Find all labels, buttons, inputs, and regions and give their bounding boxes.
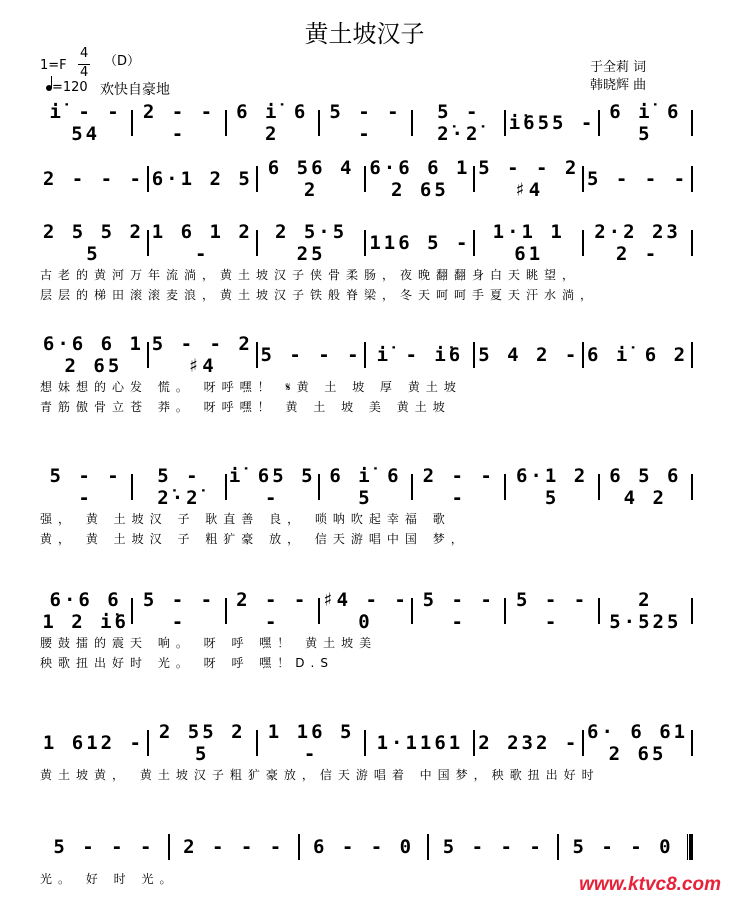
bar-line [687,834,693,860]
measure: 5 - - - [422,589,495,633]
measure: 2 5·525 [609,589,682,633]
measure: 5 - - - [442,836,544,858]
measure: 6 i̇ 6 5 [329,465,402,509]
measure: 5 - - - [587,168,689,190]
measure: 6 i̇ 6 2 [236,101,309,145]
expression-marking: 欢快自豪地 [100,82,170,98]
measure: 5 - - - [260,344,362,366]
measure: 6·6 6 1 2 65 [42,333,144,377]
lyric-line: 强， 黄 土坡汉 子 耿直善 良， 唢呐吹起幸福 歌 [40,512,451,526]
staff-row [40,721,693,765]
measure: 2 232 - [478,732,580,754]
measure: i̇ 65 5 - [228,465,316,509]
measure: 5 - - 2 ♯4 [151,333,253,377]
lyric-line: 光。 好 时 光。 [40,872,178,886]
time-signature-top: 4 [80,46,89,61]
measure: 2 - - - [42,168,144,190]
bar-line [691,110,693,136]
measure: 6·6 6 1 2 i̇6 [42,589,129,633]
staff-row [40,834,693,860]
measure: 116 5 - [369,232,471,254]
measure: 6· 6 61 2 65 [587,721,689,765]
mode-label: （D） [104,54,141,69]
lyricist-credit: 于全莉 词 [590,60,647,75]
bar-line [691,474,693,500]
measure: 6·6 6 1 2 65 [369,157,471,201]
bar-line [691,342,693,368]
measure: 5 - - 0 [572,836,674,858]
measure: 5 - 2̇·2̇ [437,101,481,145]
measure: 5 - - - [515,589,589,633]
measure: 5 - - - [49,465,122,509]
lyric-line: 想妹想的心发 慌。 呀呼嘿！ 𝄋黄 土 坡 厚 黄土坡 [40,380,462,394]
measure: 1·1 1 61 [492,221,565,265]
measure: 2·2 23 2 - [594,221,681,265]
measure: 6·1 2 5 [151,168,253,190]
bar-line [691,230,693,256]
staff-row [40,465,693,509]
time-signature-bottom: 4 [80,65,89,80]
measure: 2 - - - [422,465,495,509]
measure: 2 5 5 2 5 [42,221,144,265]
quarter-note-icon [46,85,52,91]
measure: 5 - - - [142,589,216,633]
measure: 6 i̇ 6 5 [609,101,682,145]
measure: 2 - - - [236,589,309,633]
measure: 1·1161 [376,732,464,754]
measure: 2 5·5 25 [274,221,348,265]
measure: 6 5 6 4 2 [609,465,682,509]
staff-row [40,333,693,377]
bar-line [691,598,693,624]
measure: i̇ - i̇6 [376,344,464,366]
measure: 5 - - - [53,836,155,858]
lyric-line: 青筋傲骨立苍 莽。 呀呼嘿！ 黄 土 坡 美 黄土坡 [40,400,451,414]
staff-row [40,157,693,201]
measure: 5 4 2 - [478,344,580,366]
measure: 5 - 2̇·2̇ [157,465,201,509]
bar-line [691,166,693,192]
measure: ♯4 - - 0 [322,589,409,633]
measure: 2 - - - [142,101,216,145]
measure: 2 55 2 5 [158,721,246,765]
staff-row [40,221,693,265]
measure: i̇ - - 54 [49,101,122,145]
measure: 5 - - 2 ♯4 [478,157,580,201]
measure: 6·1 2 5 [515,465,589,509]
tempo-marking: =120 [46,80,88,95]
site-watermark: www.ktvc8.com [579,874,721,895]
lyric-line: 腰鼓擂的震天 响。 呀 呼 嘿！ 黄土坡美 [40,636,378,650]
bar-line [691,730,693,756]
measure: 2 - - - [183,836,285,858]
lyric-line: 黄土坡黄， 黄土坡汉子粗犷豪放，信天游唱着 中国梦，秧歌扭出好时 [40,768,600,782]
measure: i̇655 - [508,112,596,134]
song-title: 黄土坡汉子 [304,20,425,48]
measure: 1 16 5 - [267,721,355,765]
staff-row [40,101,693,145]
lyric-line: 层层的梯田滚滚麦浪，黄土坡汉子铁般脊梁，冬天呵呵手夏天汗水淌， [40,288,599,302]
lyric-line: 黄， 黄 土坡汉 子 粗犷豪 放， 信天游唱中国 梦， [40,532,469,546]
lyric-line: 秧歌扭出好时 光。 呀 呼 嘿！D.S [40,656,334,670]
key-signature: 1=F [40,58,67,73]
measure: 6 - - 0 [312,836,415,858]
composer-credit: 韩晓辉 曲 [590,78,647,93]
measure: 1 6 1 2 - [151,221,253,265]
measure: 1 612 - [42,732,144,754]
measure: 6 i̇ 6 2 [587,344,689,366]
staff-row [40,589,693,633]
measure: 6 56 4 2 [267,157,355,201]
lyric-line: 古老的黄河万年流淌，黄土坡汉子侠骨柔肠，夜晚翻翻身白天眺望， [40,268,581,282]
measure: 5 - - - [329,101,402,145]
